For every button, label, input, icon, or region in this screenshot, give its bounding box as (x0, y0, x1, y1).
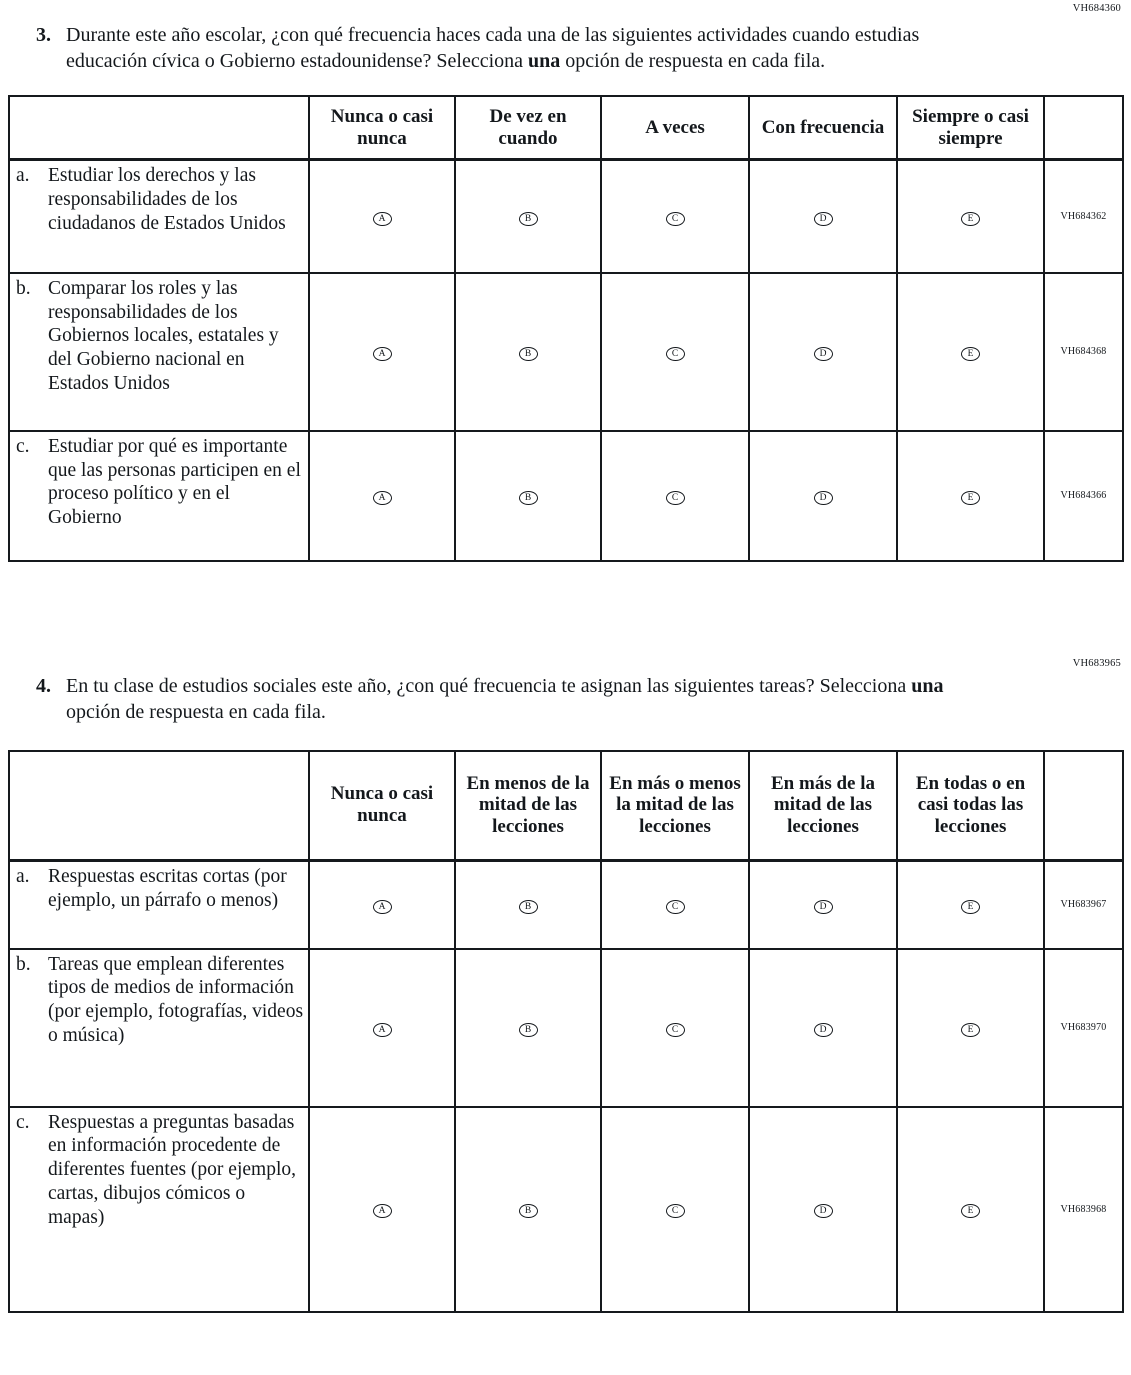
row-text: Respuestas a preguntas basadas en información procedente de diferentes fuentes (por ejemplo, cartas, dibujos cómicos o mapas) (48, 1111, 296, 1228)
option-b-bubble[interactable]: B (519, 1204, 538, 1218)
answer-cell-c[interactable] (601, 160, 749, 273)
answer-cell-c[interactable] (601, 861, 749, 949)
option-c-bubble[interactable]: C (666, 347, 685, 361)
answer-cell-d[interactable] (749, 273, 897, 431)
option-a-bubble[interactable]: A (373, 347, 392, 361)
row-letter: c. (16, 1111, 30, 1133)
question-4 (36, 673, 996, 726)
row-code: VH684368 (1044, 273, 1123, 431)
option-d-bubble[interactable]: D (814, 900, 833, 914)
row-text: Estudiar los derechos y las responsabilidades de los ciudadanos de Estados Unidos (48, 165, 286, 234)
column-header: En más o menos la mitad de las lecciones (601, 751, 749, 861)
header-blank (9, 751, 309, 861)
question-4-number: 4. (36, 674, 51, 697)
option-a-bubble[interactable]: A (373, 900, 392, 914)
option-b-bubble[interactable]: B (519, 212, 538, 226)
row-code: VH683967 (1044, 861, 1123, 949)
answer-cell-d[interactable] (749, 160, 897, 273)
answer-cell-e[interactable] (897, 1107, 1044, 1312)
question-3-table-header (9, 96, 1123, 160)
question-4-table-header (9, 751, 1123, 861)
answer-cell-d[interactable] (749, 1107, 897, 1312)
column-header: De vez en cuando (455, 96, 601, 160)
header-blank-code (1044, 751, 1123, 861)
column-header: En menos de la mitad de las lecciones (455, 751, 601, 861)
option-d-bubble[interactable]: D (814, 347, 833, 361)
row-letter: c. (16, 435, 30, 457)
answer-cell-b[interactable] (455, 949, 601, 1107)
row-letter: a. (16, 866, 30, 888)
answer-cell-b[interactable] (455, 861, 601, 949)
answer-cell-b[interactable] (455, 431, 601, 561)
column-header: Con frecuencia (749, 96, 897, 160)
answer-cell-c[interactable] (601, 1107, 749, 1312)
answer-cell-b[interactable] (455, 1107, 601, 1312)
option-c-bubble[interactable]: C (666, 900, 685, 914)
table-row (9, 1107, 1123, 1312)
question-4-text-part1: En tu clase de estudios sociales este año, ¿con qué frecuencia te asignan las siguientes tareas? Selecciona (66, 674, 912, 697)
option-b-bubble[interactable]: B (519, 900, 538, 914)
column-header: Nunca o casi nunca (309, 751, 455, 861)
row-stem (9, 949, 309, 1107)
option-d-bubble[interactable]: D (814, 1204, 833, 1218)
header-blank-code (1044, 96, 1123, 160)
option-c-bubble[interactable]: C (666, 491, 685, 505)
table-row (9, 861, 1123, 949)
answer-cell-e[interactable] (897, 160, 1044, 273)
question-4-text (66, 673, 996, 726)
accession-code-top: VH684360 (1072, 3, 1121, 14)
column-header: A veces (601, 96, 749, 160)
row-stem (9, 861, 309, 949)
option-b-bubble[interactable]: B (519, 491, 538, 505)
option-b-bubble[interactable]: B (519, 347, 538, 361)
option-b-bubble[interactable]: B (519, 1023, 538, 1037)
option-e-bubble[interactable]: E (961, 212, 980, 226)
row-stem (9, 160, 309, 273)
option-e-bubble[interactable]: E (961, 491, 980, 505)
table-row (9, 949, 1123, 1107)
answer-cell-a[interactable] (309, 1107, 455, 1312)
row-text: Estudiar por qué es importante que las personas participen en el proceso político y en el Gobierno (48, 435, 301, 529)
question-4-bold-word: una (911, 674, 944, 697)
row-text: Comparar los roles y las responsabilidades de los Gobiernos locales, estatales y del Gobierno nacional en Estados Unidos (48, 277, 279, 394)
question-3-bold-word: una (528, 50, 561, 73)
row-stem (9, 273, 309, 431)
answer-cell-a[interactable] (309, 273, 455, 431)
option-e-bubble[interactable]: E (961, 900, 980, 914)
row-letter: b. (16, 953, 31, 975)
table-row (9, 273, 1123, 431)
answer-cell-c[interactable] (601, 273, 749, 431)
row-code: VH684362 (1044, 160, 1123, 273)
answer-cell-d[interactable] (749, 861, 897, 949)
option-a-bubble[interactable]: A (373, 491, 392, 505)
option-d-bubble[interactable]: D (814, 212, 833, 226)
answer-cell-e[interactable] (897, 949, 1044, 1107)
answer-cell-a[interactable] (309, 861, 455, 949)
option-a-bubble[interactable]: A (373, 1204, 392, 1218)
option-a-bubble[interactable]: A (373, 212, 392, 226)
option-e-bubble[interactable]: E (961, 1023, 980, 1037)
row-letter: b. (16, 277, 31, 299)
column-header: Siempre o casi siempre (897, 96, 1044, 160)
answer-cell-d[interactable] (749, 431, 897, 561)
row-text: Respuestas escritas cortas (por ejemplo, un párrafo o menos) (48, 866, 287, 911)
answer-cell-b[interactable] (455, 160, 601, 273)
table-row (9, 160, 1123, 273)
option-e-bubble[interactable]: E (961, 347, 980, 361)
option-c-bubble[interactable]: C (666, 1023, 685, 1037)
row-stem (9, 431, 309, 561)
table-row (9, 431, 1123, 561)
row-text: Tareas que emplean diferentes tipos de medios de información (por ejemplo, fotografías, videos o música) (48, 953, 304, 1046)
accession-code-mid: VH683965 (1072, 657, 1121, 669)
question-3-number: 3. (36, 24, 51, 46)
option-c-bubble[interactable]: C (666, 212, 685, 226)
column-header: Nunca o casi nunca (309, 96, 455, 160)
row-code: VH683968 (1044, 1107, 1123, 1312)
answer-cell-a[interactable] (309, 431, 455, 561)
answer-cell-e[interactable] (897, 273, 1044, 431)
option-a-bubble[interactable]: A (373, 1023, 392, 1037)
answer-cell-e[interactable] (897, 431, 1044, 561)
answer-cell-a[interactable] (309, 949, 455, 1107)
question-3-text-part1: Durante este año escolar, ¿con qué frecuencia haces cada una de las siguientes actividades cuando estudias educación cívica o Gobierno estadounidense? Selecciona (66, 24, 920, 73)
option-c-bubble[interactable]: C (666, 1204, 685, 1218)
question-4-response-table (8, 750, 1124, 1313)
column-header: En más de la mitad de las lecciones (749, 751, 897, 861)
answer-cell-c[interactable] (601, 949, 749, 1107)
row-code: VH683970 (1044, 949, 1123, 1107)
question-3-text-part2: opción de respuesta en cada fila. (560, 50, 826, 73)
option-d-bubble[interactable]: D (814, 491, 833, 505)
question-4-text-part2: opción de respuesta en cada fila. (66, 701, 326, 724)
option-e-bubble[interactable]: E (961, 1204, 980, 1218)
question-3-response-table (8, 95, 1124, 562)
question-3 (36, 22, 996, 75)
header-blank (9, 96, 309, 160)
answer-cell-d[interactable] (749, 949, 897, 1107)
answer-cell-e[interactable] (897, 861, 1044, 949)
row-letter: a. (16, 165, 30, 187)
row-code: VH684366 (1044, 431, 1123, 561)
answer-cell-c[interactable] (601, 431, 749, 561)
question-3-text (66, 22, 996, 75)
answer-cell-b[interactable] (455, 273, 601, 431)
row-stem (9, 1107, 309, 1312)
column-header: En todas o en casi todas las lecciones (897, 751, 1044, 861)
option-d-bubble[interactable]: D (814, 1023, 833, 1037)
answer-cell-a[interactable] (309, 160, 455, 273)
